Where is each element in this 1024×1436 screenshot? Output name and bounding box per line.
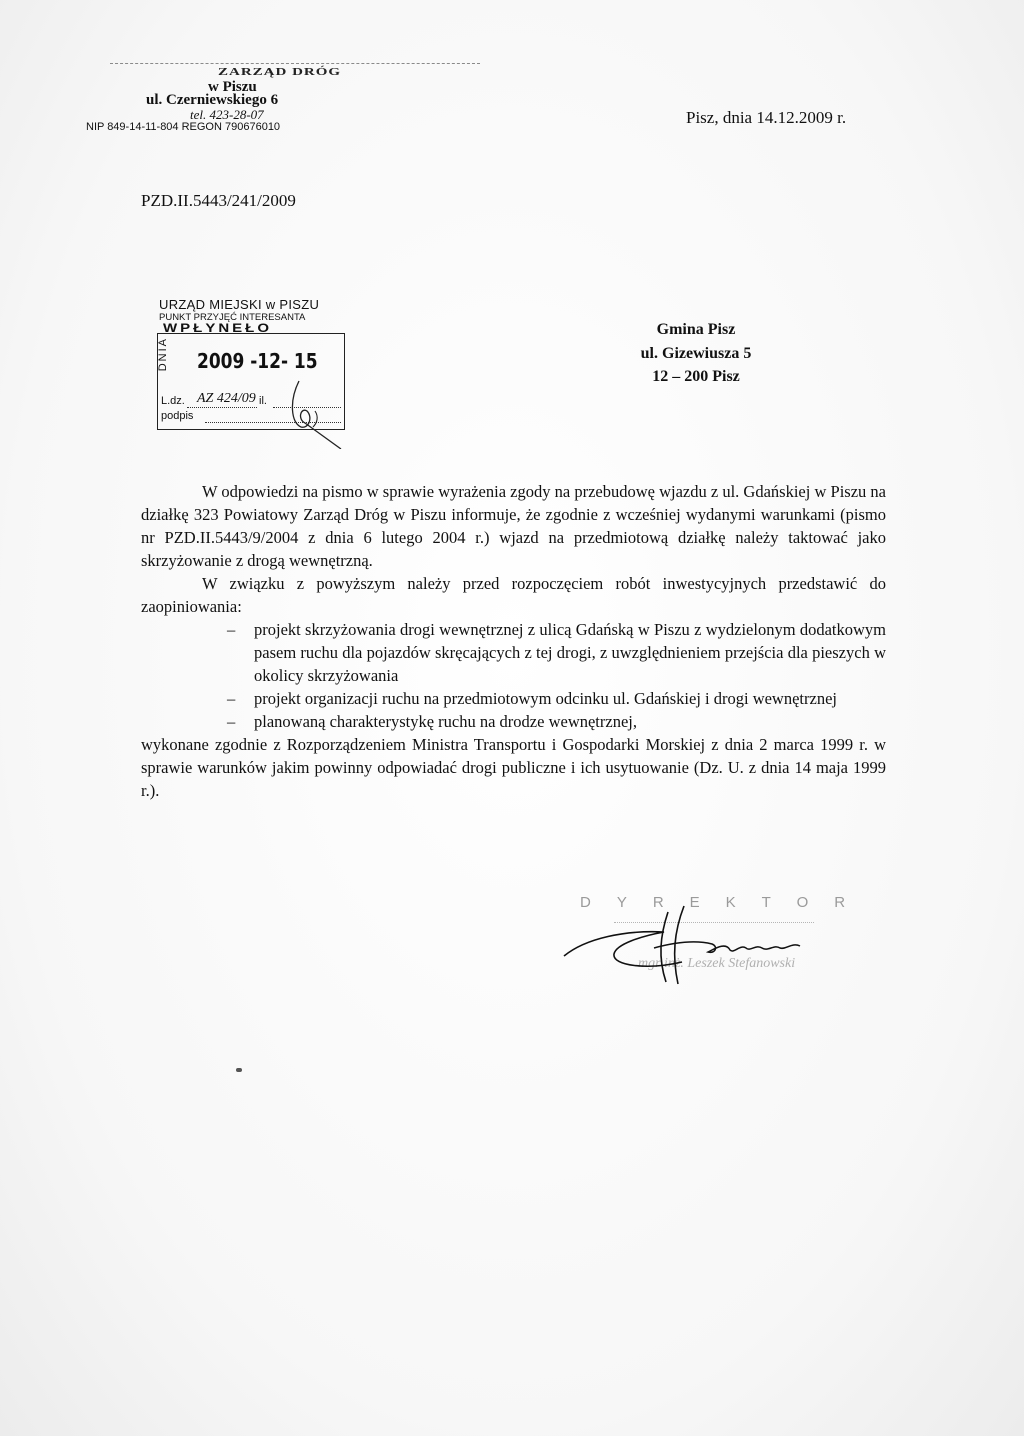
sender-nip-regon: NIP 849-14-11-804 REGON 790676010 <box>86 121 281 133</box>
list-item <box>141 618 886 687</box>
recipient-street: ul. Gizewiusza 5 <box>640 345 752 362</box>
requirements-list <box>141 618 886 733</box>
signature-stamp-title: DYREKTOR <box>580 894 872 911</box>
list-item <box>141 687 886 710</box>
letter-reference: PZD.II.5443/241/2009 <box>141 191 296 210</box>
letter-date: Pisz, dnia 14.12.2009 r. <box>686 108 847 127</box>
registration-stamp <box>157 297 345 428</box>
list-item <box>141 710 886 733</box>
recipient-name: Gmina Pisz <box>656 321 736 338</box>
recipient-city: 12 – 200 Pisz <box>652 368 740 385</box>
letter-body <box>141 480 886 802</box>
stamp-received: WPŁYNEŁO <box>163 321 272 336</box>
sender-street: ul. Czerniewskiego 6 <box>146 92 279 108</box>
handwritten-signature <box>556 892 856 992</box>
list-item-text: planowaną charakterystykę ruchu na drodze wewnętrznej, <box>254 712 637 731</box>
sender-office-name: ZARZĄD DRÓG <box>218 66 342 78</box>
stamp-office: URZĄD MIEJSKI w PISZU <box>159 297 320 312</box>
stamp-ldz-label: L.dz. <box>161 395 185 407</box>
stamp-ldz-value: AZ 424/09 <box>197 391 256 406</box>
body-paragraph-1: W odpowiedzi na pismo w sprawie wyrażenia zgody na przebudowę wjazdu z ul. Gdańskiej w Piszu na działkę 323 Powiatowy Zarząd Dróg w Piszu informuje, że zgodnie z wcześniej wydanymi warunkami (pismo nr PZD.II.5443/9/2004 z dnia 6 lutego 2004 r.) wjazd na przedmiotową działkę należy taktować jako skrzyżowanie z drogą wewnętrzną. <box>141 482 886 570</box>
stamp-subtitle: PUNKT PRZYJĘĆ INTERESANTA <box>159 312 306 323</box>
stamp-date: 2009 -12- 15 <box>197 349 318 373</box>
body-paragraph-2: W związku z powyższym należy przed rozpoczęciem robót inwestycyjnych przedstawić do zaopiniowania: <box>141 574 886 616</box>
list-item-text: projekt skrzyżowania drogi wewnętrznej z ulicą Gdańską w Piszu z wydzielonym dodatkowym pasem ruchu dla pojazdów skręcających z tej drogi, z uwzględnieniem przejścia dla pieszych w okolicy skrzyżowania <box>254 620 886 685</box>
list-dash: – <box>227 712 236 731</box>
stamp-initials-scribble <box>275 377 345 449</box>
stamp-podpis-label: podpis <box>161 410 194 422</box>
sender-phone: tel. 423-28-07 <box>190 107 264 122</box>
header-dashed-line <box>110 63 480 64</box>
list-dash: – <box>227 620 236 639</box>
stamp-vertical-label: DNIA <box>157 337 169 372</box>
body-closing: wykonane zgodnie z Rozporządzeniem Ministra Transportu i Gospodarki Morskiej z dnia 2 marca 1999 r. w sprawie warunków jakim powinny odpowiadać drogi publiczne i ich usytuowanie (Dz. U. z dnia 14 maja 1999 r.). <box>141 735 886 800</box>
list-item-text: projekt organizacji ruchu na przedmiotowym odcinku ul. Gdańskiej i drogi wewnętrznej <box>254 689 837 708</box>
stamp-il-label: il. <box>259 395 267 407</box>
signature-stamp-name: mgr inż. Leszek Stefanowski <box>638 956 796 971</box>
sender-city: w Piszu <box>208 79 257 95</box>
stamp-ldz-dots <box>187 407 257 408</box>
list-dash: – <box>227 689 236 708</box>
signature-block <box>556 892 872 992</box>
scan-speck <box>236 1068 242 1072</box>
